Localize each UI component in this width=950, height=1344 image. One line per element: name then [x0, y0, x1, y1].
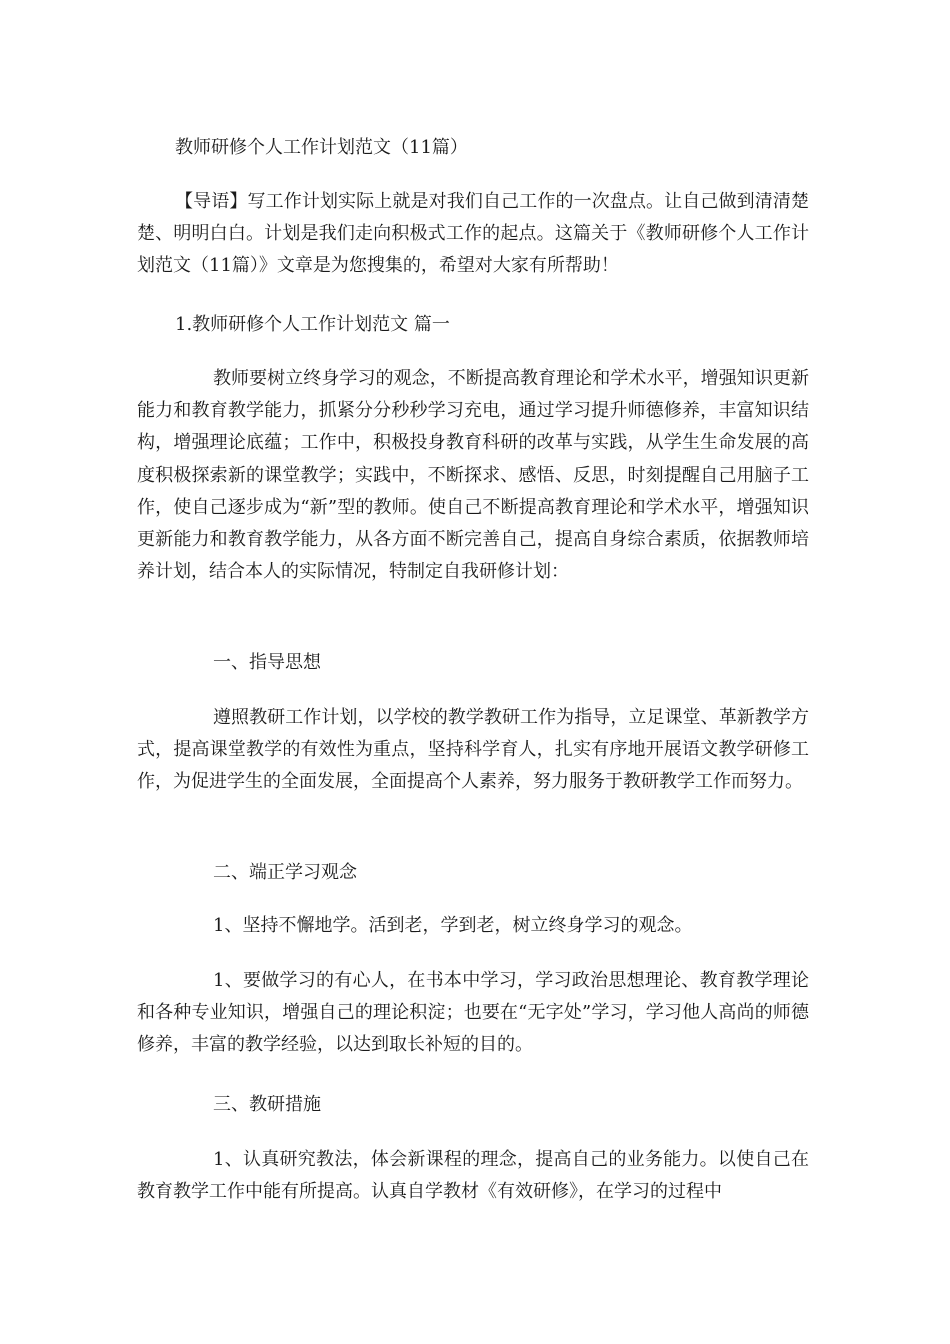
body-paragraph-1: 教师要树立终身学习的观念，不断提高教育理论和学术水平，增强知识更新能力和教育教学能力，抓紧分分秒秒学习充电，通过学习提升师德修养，丰富知识结构，增强理论底蕴；工作中，积极投身教育科研的改革与实践，从学生生命发展的高度积极探索新的课堂教学；实践中，不断探求、感悟、反思，时刻提醒自己用脑子工作，使自己逐步成为“新”型的教师。使自己不断提高教育理论和学术水平，增强知识更新能力和教育教学能力，从各方面不断完善自己，提高自身综合素质，依据教师培养计划，结合本人的实际情况，特制定自我研修计划： [137, 368, 809, 583]
body-paragraph-4: 1、认真研究教法，体会新课程的理念，提高自己的业务能力。以使自己在教育教学工作中能有所提高。认真自学教材《有效研修》，在学习的过程中 [137, 1149, 809, 1203]
heading-learning-concept: 二、端正学习观念 [213, 862, 357, 883]
heading-research-measures: 三、教研措施 [213, 1094, 321, 1115]
section-title: 1.教师研修个人工作计划范文 篇一 [175, 314, 450, 335]
intro-paragraph: 【导语】写工作计划实际上就是对我们自己工作的一次盘点。让自己做到清清楚楚、明明白白。计划是我们走向积极式工作的起点。这篇关于《教师研修个人工作计划范文（11篇）》文章是为您搜集的，希望对大家有所帮助！ [137, 191, 809, 277]
heading-guiding-ideology: 一、指导思想 [213, 652, 321, 673]
body-paragraph-2: 遵照教研工作计划，以学校的教学教研工作为指导，立足课堂、革新教学方式，提高课堂教学的有效性为重点，坚持科学育人，扎实有序地开展语文教学研修工作，为促进学生的全面发展，全面提高个人素养，努力服务于教研教学工作而努力。 [137, 707, 809, 793]
body-paragraph-3: 1、要做学习的有心人，在书本中学习，学习政治思想理论、教育教学理论和各种专业知识，增强自己的理论积淀；也要在“无字处”学习，学习他人高尚的师德修养，丰富的教学经验，以达到取长补短的目的。 [137, 970, 809, 1056]
list-item-1: 1、坚持不懈地学。活到老，学到老，树立终身学习的观念。 [213, 915, 693, 936]
document-title: 教师研修个人工作计划范文（11篇） [175, 137, 468, 158]
